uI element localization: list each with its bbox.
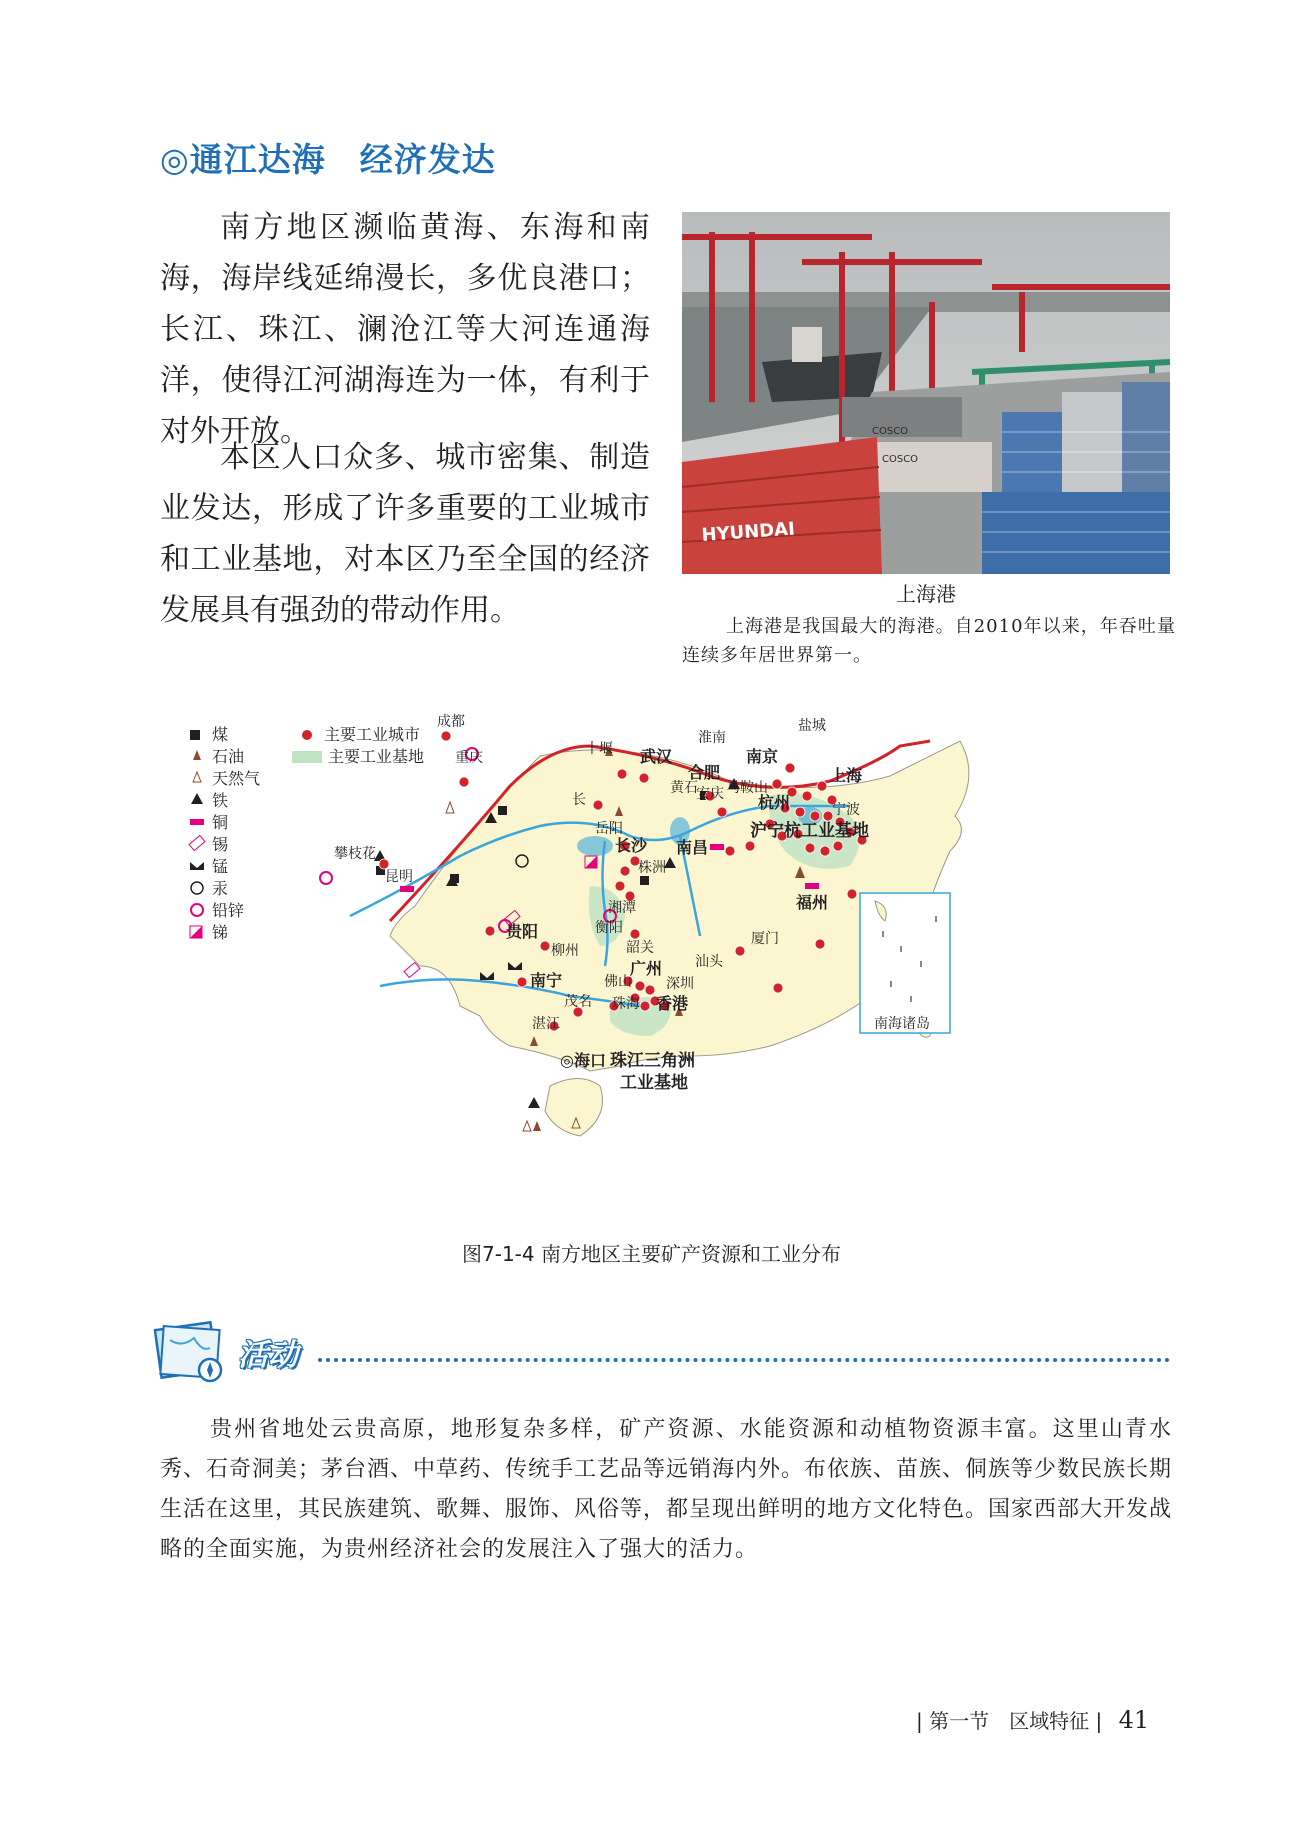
city-hefei: 合肥 [688, 763, 721, 782]
city-zhanjiang: 湛江 [532, 1016, 560, 1032]
legend-oil: 石油 [212, 747, 245, 766]
city-guiyang: 贵阳 [506, 922, 539, 941]
legend-industrial-base: 主要工业基地 [328, 747, 425, 766]
city-shenzhen: 深圳 [666, 976, 694, 992]
legend-coal: 煤 [212, 725, 229, 744]
city-guangzhou: 广州 [630, 959, 663, 978]
page-footer: | 第一节 区域特征 | 41 [916, 1706, 1150, 1734]
city-anqing: 安庆 [696, 786, 724, 802]
city-shantou: 汕头 [695, 954, 723, 970]
legend-copper: 铜 [212, 813, 229, 832]
footer-section: 第一节 区域特征 [929, 1709, 1090, 1733]
photo-caption: 上海港是我国最大的海港。自2010年以来，年吞吐量连续多年居世界第一。 [682, 616, 1176, 666]
city-chongqing: 重庆 [455, 750, 483, 766]
city-nanning: 南宁 [530, 971, 563, 990]
city-changsha: 长沙 [615, 836, 648, 855]
city-zhuzhou: 株洲 [638, 860, 666, 876]
activity-title: 活动 [238, 1338, 298, 1373]
legend-antimony: 锑 [212, 923, 229, 942]
city-ningbo: 宁波 [832, 802, 860, 818]
city-yueyang: 岳阳 [595, 821, 623, 837]
legend-iron: 铁 [212, 791, 229, 810]
photo-title: 上海港 [896, 582, 956, 606]
map-caption: 图7-1-4 南方地区主要矿产资源和工业分布 [462, 1242, 841, 1266]
city-xiangtan: 湘潭 [608, 900, 636, 916]
city-nanchang: 南昌 [676, 838, 709, 857]
cosco-container-text: COSCO [882, 454, 919, 465]
city-maoming: 茂名 [564, 994, 592, 1010]
legend-resources [189, 725, 260, 942]
legend-tin: 锡 [212, 835, 229, 854]
paragraph-ports: 南方地区濒临黄海、东海和南海，海岸线延绵漫长，多优良港口；长江、珠江、澜沧江等大河连通海洋，使得江河湖海连为一体，有利于对外开放。 [160, 210, 650, 449]
city-shanghai: 上海 [830, 766, 863, 785]
page-number: 41 [1118, 1706, 1150, 1734]
base-prd-label: 工业基地 [620, 1073, 688, 1093]
cosco-container-text: COSCO [872, 426, 909, 437]
city-zhuhai: 珠海 [612, 996, 640, 1012]
city-huangshi: 黄石 [670, 780, 698, 796]
base-prd-label: 珠江三角洲 [610, 1051, 695, 1071]
shanghai-port-photo [682, 212, 1170, 574]
city-liuzhou: 柳州 [551, 943, 579, 959]
river-label: 长 [572, 792, 586, 808]
legend-manganese: 锰 [212, 857, 229, 876]
hyundai-container-text: HYUNDAI [700, 518, 796, 546]
city-maanshan: 马鞍山 [726, 780, 768, 796]
legend-gas: 天然气 [212, 769, 261, 788]
city-kunming: 昆明 [385, 869, 413, 885]
city-nanjing: 南京 [746, 747, 779, 766]
city-haikou: ◎海口 [560, 1051, 606, 1070]
city-chengdu: 成都 [437, 714, 465, 730]
city-panzhihua: 攀枝花 [334, 846, 376, 862]
city-hangzhou: 杭州 [758, 793, 791, 812]
base-hnh-label: 沪宁杭工业基地 [750, 821, 869, 841]
city-huainan: 淮南 [698, 730, 726, 746]
city-hongkong: 香港 [656, 994, 689, 1013]
city-yancheng: 盐城 [798, 718, 826, 734]
city-shiyan: 十堰 [585, 741, 613, 757]
city-shaoguan: 韶关 [626, 940, 654, 956]
city-fuzhou: 福州 [796, 893, 829, 912]
legend-industrial-city: 主要工业城市 [324, 725, 421, 744]
activity-map-icon [152, 1318, 232, 1388]
south-china-resource-map [210, 714, 1110, 1216]
city-hengyang: 衡阳 [595, 920, 623, 936]
activity-divider [318, 1358, 1170, 1362]
hainan-island [545, 1079, 603, 1137]
city-xiamen: 厦门 [751, 931, 779, 947]
dongting-lake [577, 836, 613, 856]
activity-text: 贵州省地处云贵高原，地形复杂多样，矿产资源、水能资源和动植物资源丰富。这里山青水秀、石奇洞美；茅台酒、中草药、传统手工艺品等远销海内外。布依族、苗族、侗族等少数民族长期生活在这里，其民族建筑、歌舞、服饰、风俗等，都呈现出鲜明的地方文化特色。国家西部大开发战略的全面实施，为贵州经济社会的发展注入了强大的活力。 [160, 1417, 1173, 1562]
city-foshan: 佛山 [604, 974, 632, 990]
inset-label: 南海诸岛 [874, 1016, 930, 1032]
legend-mercury: 汞 [212, 879, 229, 898]
legend-lead-zinc: 铅锌 [212, 901, 245, 920]
city-wuhan: 武汉 [640, 747, 673, 766]
paragraph-industry: 本区人口众多、城市密集、制造业发达，形成了许多重要的工业城市和工业基地，对本区乃至全国的经济发展具有强劲的带动作用。 [160, 440, 650, 628]
section-heading: ◎通江达海 经济发达 [160, 140, 496, 179]
